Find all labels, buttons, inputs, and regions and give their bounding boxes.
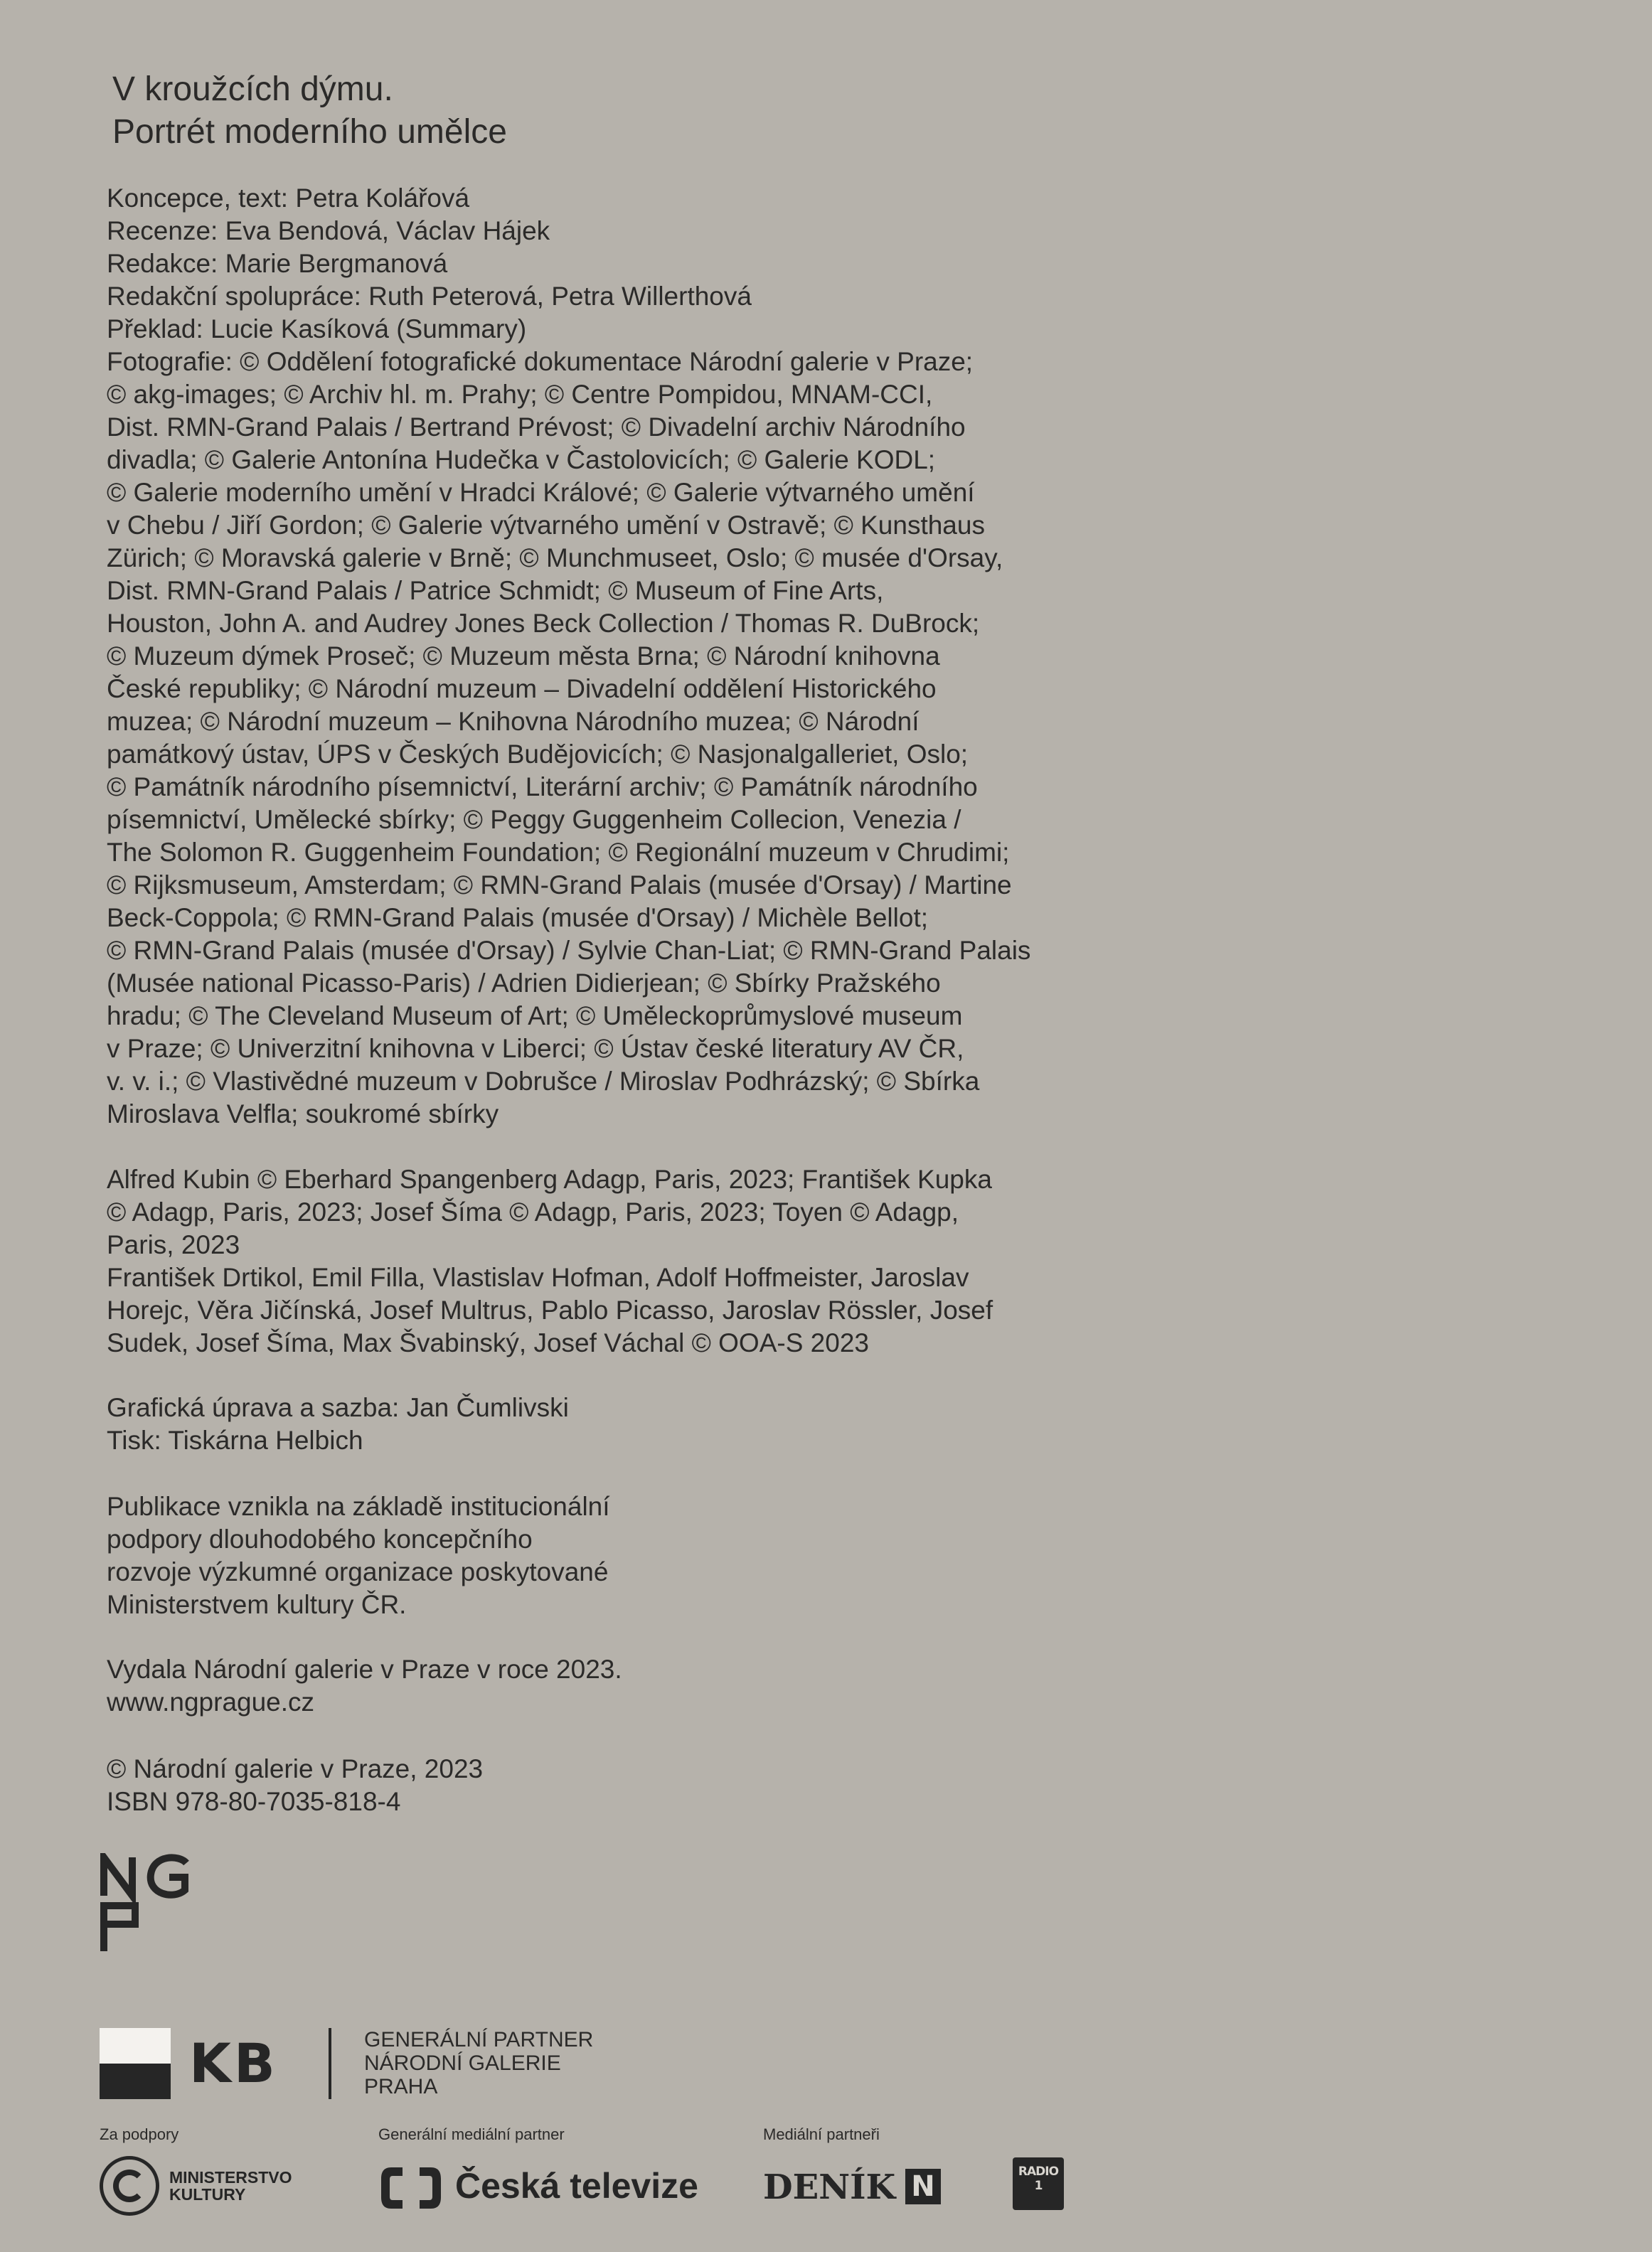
radio-line-2: 1 [1034,2179,1043,2193]
credits-line: Beck-Coppola; © RMN-Grand Palais (musée d'Orsay) / Michèle Bellot; [107,903,929,932]
title-line-2: Portrét moderního umělce [112,113,507,151]
credits-line: památkový ústav, ÚPS v Českých Budějovicích; © Nasjonalgalleriet, Oslo; [107,740,969,769]
caption-media-general: Generální mediální partner [378,2125,565,2143]
support-line: rozvoje výzkumné organizace poskytované [107,1557,609,1586]
kb-partner-line-3: PRAHA [364,2075,438,2098]
denik-wordmark: DENÍK [763,2167,896,2207]
publisher-block [107,1653,622,1719]
support-block [107,1490,610,1621]
ceska-televize-icon [378,2165,444,2211]
support-line: podpory dlouhodobého koncepčního [107,1525,533,1554]
credits-line: v. v. i.; © Vlastivědné muzeum v Dobrušce / Miroslav Podhrázský; © Sbírka [107,1067,980,1096]
design-block [107,1392,569,1457]
rights-line: František Drtikol, Emil Filla, Vlastislav Hofman, Adolf Hoffmeister, Jaroslav [107,1263,969,1292]
rights-line: Horejc, Věra Jičínská, Josef Multrus, Pablo Picasso, Jaroslav Rössler, Josef [107,1296,993,1325]
ministerstvo-line-2: KULTURY [169,2185,246,2204]
ministerstvo-line-1: MINISTERSTVO [169,2168,292,2187]
copyright-block [107,1753,483,1818]
credits-line: Fotografie: © Oddělení fotografické dokumentace Národní galerie v Praze; [107,347,974,376]
credits-line: © akg-images; © Archiv hl. m. Prahy; © Centre Pompidou, MNAM-CCI, [107,380,933,409]
ministerstvo-emblem-icon [100,2156,159,2216]
credits-line: hradu; © The Cleveland Museum of Art; © Uměleckoprůmyslové museum [107,1001,963,1030]
kb-wordmark: KB [189,2032,278,2095]
credits-line: v Chebu / Jiří Gordon; © Galerie výtvarného umění v Ostravě; © Kunsthaus [107,511,985,540]
kb-partner-logo [100,2028,811,2099]
credits-line: Houston, John A. and Audrey Jones Beck Collection / Thomas R. DuBrock; [107,609,980,638]
credits-line: (Musée national Picasso-Paris) / Adrien Didierjean; © Sbírky Pražského [107,968,941,998]
credits-line: Recenze: Eva Bendová, Václav Hájek [107,216,550,245]
credits-line: © Muzeum dýmek Proseč; © Muzeum města Brna; © Národní knihovna [107,641,940,671]
credits-line: Dist. RMN-Grand Palais / Bertrand Prévost; © Divadelní archiv Národního [107,412,966,442]
rights-line: Sudek, Josef Šíma, Max Švabinský, Josef Váchal © OOA-S 2023 [107,1328,869,1357]
credits-line: Redakce: Marie Bergmanová [107,249,448,278]
credits-line: © Rijksmuseum, Amsterdam; © RMN-Grand Palais (musée d'Orsay) / Martine [107,870,1012,900]
caption-media: Mediální partneři [763,2125,880,2143]
copyright-line: © Národní galerie v Praze, 2023 [107,1754,484,1783]
kb-partner-line-1: GENERÁLNÍ PARTNER [364,2028,594,2051]
kb-divider [329,2028,331,2099]
credits-line: Miroslava Velfla; soukromé sbírky [107,1099,499,1128]
credits-line: divadla; © Galerie Antonína Hudečka v Častolovicích; © Galerie KODL; [107,445,936,474]
credits-line: muzea; © Národní muzeum – Knihovna Národního muzea; © Národní [107,707,920,736]
copyright-line: ISBN 978-80-7035-818-4 [107,1787,401,1816]
credits-line: Dist. RMN-Grand Palais / Patrice Schmidt; © Museum of Fine Arts, [107,576,884,605]
credits-line: © Památník národního písemnictví, Literární archiv; © Památník národního [107,772,978,801]
design-line: Grafická úprava a sazba: Jan Čumlivski [107,1393,569,1422]
ceska-televize-logo [378,2156,698,2220]
denik-logo [763,2156,948,2220]
ceska-televize-wordmark: Česká televize [455,2166,698,2206]
credits-line: Zürich; © Moravská galerie v Brně; © Munchmuseet, Oslo; © musée d'Orsay, [107,543,1003,572]
support-line: Publikace vznikla na základě institucionální [107,1492,610,1521]
credits-line: Redakční spolupráce: Ruth Peterová, Petra Willerthová [107,282,752,311]
rights-line: Paris, 2023 [107,1230,240,1259]
credits-line: České republiky; © Národní muzeum – Divadelní oddělení Historického [107,674,937,703]
publisher-line: www.ngprague.cz [107,1687,315,1717]
publisher-line: Vydala Národní galerie v Praze v roce 2023. [107,1655,622,1684]
rights-line: © Adagp, Paris, 2023; Josef Šíma © Adagp, Paris, 2023; Toyen © Adagp, [107,1197,959,1227]
credits-line: Překlad: Lucie Kasíková (Summary) [107,314,527,343]
credits-block [107,182,1030,1131]
credits-line: Koncepce, text: Petra Kolářová [107,183,470,213]
support-line: Ministerstvem kultury ČR. [107,1590,407,1619]
title-line-1: V kroužcích dýmu. [112,70,393,108]
radio-1-logo [1013,2157,1064,2210]
kb-square-icon [100,2028,171,2099]
radio-line-1: RADIO [1018,2165,1059,2179]
caption-support: Za podpory [100,2125,179,2143]
ngp-logo-icon [100,1853,192,1953]
design-line: Tisk: Tiskárna Helbich [107,1426,363,1455]
kb-partner-line-2: NÁRODNÍ GALERIE [364,2051,561,2075]
denik-badge-icon: N [905,2169,941,2204]
kb-partner-text [364,2028,593,2098]
ministerstvo-kultury-logo [100,2156,341,2220]
book-title [112,68,507,154]
rights-block [107,1163,993,1360]
credits-line: © RMN-Grand Palais (musée d'Orsay) / Sylvie Chan-Liat; © RMN-Grand Palais [107,936,1031,965]
credits-line: © Galerie moderního umění v Hradci Králové; © Galerie výtvarného umění [107,478,975,507]
rights-line: Alfred Kubin © Eberhard Spangenberg Adagp, Paris, 2023; František Kupka [107,1165,992,1194]
credits-line: The Solomon R. Guggenheim Foundation; © Regionální muzeum v Chrudimi; [107,838,1010,867]
credits-line: písemnictví, Umělecké sbírky; © Peggy Guggenheim Collecion, Venezia / [107,805,961,834]
credits-line: v Praze; © Univerzitní knihovna v Liberci; © Ústav české literatury AV ČR, [107,1034,964,1063]
